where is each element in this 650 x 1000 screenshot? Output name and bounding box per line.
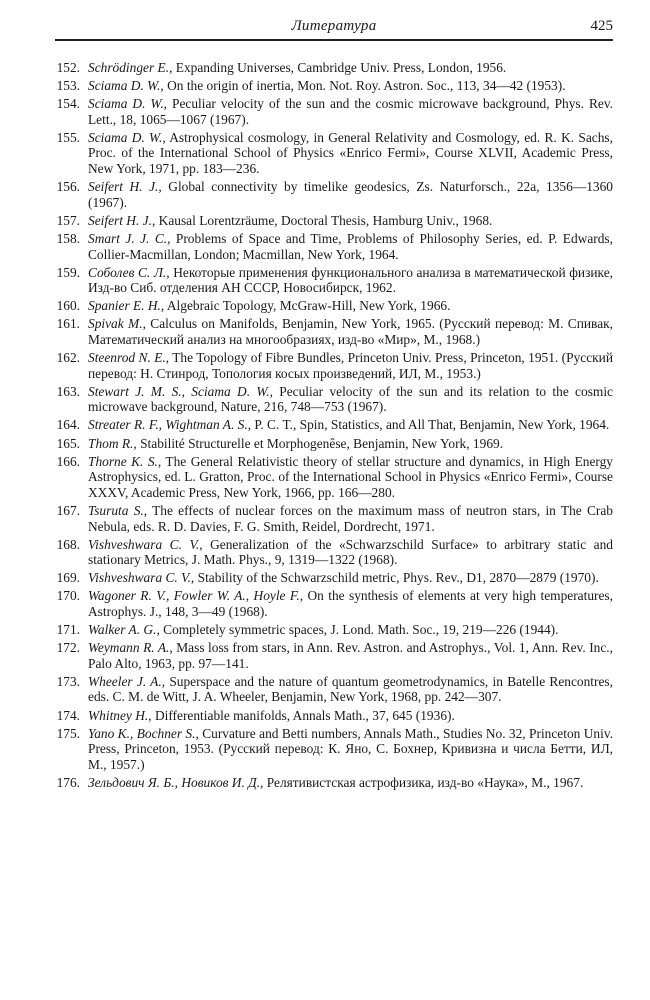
reference-number: 170. [56, 588, 80, 604]
reference-text: , Calculus on Manifolds, Benjamin, New York, 1965. (Русский перевод: М. Спивак, Математический анализ на многообразиях, изд-во «Мир», М., 1968.) [88, 316, 614, 347]
reference-item [28, 775, 613, 791]
reference-author: Thorne K. S. [88, 453, 158, 469]
reference-number: 162. [56, 350, 80, 366]
reference-number: 169. [56, 570, 80, 586]
header-rule [55, 39, 613, 41]
reference-author: Yano K., Bochner S. [88, 725, 196, 741]
reference-number: 157. [56, 212, 80, 228]
reference-number: 156. [56, 179, 80, 195]
reference-number: 173. [56, 673, 80, 689]
reference-item [28, 298, 613, 314]
reference-number: 160. [56, 298, 80, 314]
reference-item [28, 454, 613, 501]
reference-number: 174. [56, 707, 80, 723]
reference-number: 176. [56, 774, 80, 790]
reference-text: , Expanding Universes, Cambridge Univ. Press, London, 1956. [169, 60, 507, 75]
reference-author: Weymann R. A. [88, 640, 170, 656]
reference-item [28, 674, 613, 705]
reference-number: 154. [56, 96, 80, 112]
reference-item [28, 622, 613, 638]
reference-item [28, 384, 613, 415]
reference-item [28, 726, 613, 773]
reference-author: Tsuruta S. [88, 502, 144, 518]
reference-author: Streater R. F., Wightman A. S. [88, 417, 248, 433]
reference-text: , Stabilité Structurelle et Morphogenêse, Benjamin, New York, 1969. [133, 435, 504, 451]
reference-author: Whitney H. [88, 707, 149, 723]
reference-number: 172. [56, 640, 80, 656]
reference-number: 163. [56, 383, 80, 399]
reference-item [28, 265, 613, 296]
reference-number: 164. [56, 417, 80, 433]
reference-author: Seifert H. J. [88, 179, 159, 195]
reference-item [28, 96, 613, 127]
reference-text: , Problems of Space and Time, Problems of Philosophy Series, ed. P. Edwards, Collier-Macmillan, London; Macmillan, New York, 1964. [88, 230, 613, 262]
reference-item [28, 708, 613, 724]
reference-number: 158. [56, 230, 80, 246]
reference-item [28, 503, 613, 534]
reference-text: , Kausal Lorentzräume, Doctoral Thesis, Hamburg Univ., 1968. [151, 212, 493, 228]
reference-number: 175. [56, 725, 80, 741]
reference-item [28, 231, 613, 262]
reference-item [28, 417, 613, 433]
reference-item [28, 350, 613, 381]
reference-author: Зельдович Я. Б., Новиков И. Д. [88, 774, 261, 790]
reference-item [28, 436, 613, 452]
reference-text: , P. C. T., Spin, Statistics, and All That, Benjamin, New York, 1964. [247, 417, 610, 433]
reference-author: Vishveshwara C. V. [88, 536, 200, 552]
reference-author: Schrödinger E. [88, 60, 170, 75]
reference-author: Seifert H. J. [88, 212, 152, 228]
reference-author: Walker A. G. [88, 622, 157, 638]
reference-author: Spanier E. H. [88, 298, 161, 314]
reference-author: Sciama D. W. [88, 96, 164, 112]
reference-author: Thom R. [88, 435, 134, 451]
reference-text: , Superspace and the nature of quantum geometrodynamics, in Batelle Rencontres, eds. C. M. de Witt, J. A. Wheeler, Benjamin, New York, 1968, pp. 242—307. [88, 673, 613, 705]
reference-author: Spivak M. [88, 316, 143, 332]
reference-number: 152. [56, 60, 80, 75]
reference-item [28, 640, 613, 671]
reference-text: , Peculiar velocity of the sun and the cosmic microwave background, Phys. Rev. Lett., 18, 1065—1067 (1967). [88, 96, 613, 127]
reference-text: , The effects of nuclear forces on the maximum mass of neutron stars, in The Crab Nebula, eds. R. D. Davies, F. G. Smith, Reidel, Dordrecht, 1971. [88, 502, 613, 534]
reference-text: , Generalization of the «Schwarzschild Surface» to arbitrary static and stationary Metrics, J. Math. Phys., 9, 1319—1322 (1968). [88, 536, 613, 568]
reference-item [28, 537, 613, 568]
reference-text: , Peculiar velocity of the sun and its relation to the cosmic microwave background, Nature, 216, 748—753 (1967). [88, 383, 613, 415]
reference-text: , Mass loss from stars, in Ann. Rev. Astron. and Astrophys., Vol. 1, Ann. Rev. Inc., Palo Alto, 1963, pp. 97—141. [88, 640, 613, 671]
reference-number: 168. [56, 536, 80, 552]
reference-text: , Differentiable manifolds, Annals Math., 37, 645 (1936). [148, 707, 455, 723]
reference-text: , On the origin of inertia, Mon. Not. Roy. Astron. Soc., 113, 34—42 (1953). [160, 78, 566, 94]
reference-author: Vishveshwara C. V. [88, 570, 191, 586]
reference-text: , Astrophysical cosmology, in General Relativity and Cosmology, ed. R. K. Sachs, Proc. of the International School of Physics «Enrico Fermi», Course XLVII, Academic Press, New York, 1971, pp. 183—236. [88, 129, 613, 177]
reference-text: , The Topology of Fibre Bundles, Princeton Univ. Press, Princeton, 1951. (Русский перевод: Н. Стинрод, Топология косых произведений, ИЛ, М., 1953.) [88, 350, 614, 381]
reference-text: , Некоторые применения функционального анализа в математической физике, Изд-во Сиб. отделения АН СССР, Новосибирск, 1962. [88, 264, 614, 296]
reference-text: , Global connectivity by timelike geodesics, Zs. Naturforsch., 22a, 1356—1360 (1967). [88, 179, 613, 210]
reference-text: , Completely symmetric spaces, J. Lond. Math. Soc., 19, 219—226 (1944). [156, 622, 559, 638]
reference-number: 171. [56, 622, 80, 638]
reference-number: 153. [56, 78, 80, 94]
reference-author: Sciama D. W. [88, 78, 161, 94]
reference-text: , Curvature and Betti numbers, Annals Math., Studies No. 32, Princeton Univ. Press, Princeton, 1953. (Русский перевод: К. Яно, С. Бохнер, Кривизна и числа Бетти, ИЛ, М., 1957.) [88, 725, 613, 772]
reference-number: 166. [56, 453, 80, 469]
reference-item [28, 213, 613, 229]
reference-list [28, 60, 613, 793]
reference-author: Wheeler J. A. [88, 673, 162, 689]
reference-text: , Algebraic Topology, McGraw-Hill, New York, 1966. [160, 298, 451, 314]
reference-number: 167. [56, 502, 80, 518]
reference-text: , On the synthesis of elements at very high temperatures, Astrophys. J., 148, 3—49 (1968). [88, 588, 613, 619]
page-title: Литература [291, 18, 377, 34]
reference-author: Smart J. J. C. [88, 230, 168, 246]
page-number: 425 [590, 18, 613, 34]
reference-item [28, 570, 613, 586]
running-header [55, 14, 613, 38]
reference-text: , The General Relativistic theory of stellar structure and dynamics, in High Energy Astrophysics, ed. L. Gratton, Proc. of the International School in Physics «Enrico Fermi», Course XXXV, Academic Press, New York, 1966, pp. 166—280. [88, 453, 613, 500]
reference-author: Соболев С. Л. [88, 264, 167, 280]
reference-author: Stewart J. M. S., Sciama D. W. [88, 383, 270, 399]
reference-item [28, 316, 613, 347]
reference-number: 155. [56, 129, 80, 145]
reference-number: 159. [56, 264, 80, 280]
reference-item [28, 179, 613, 210]
reference-text: , Релятивистская астрофизика, изд-во «Наука», М., 1967. [260, 774, 584, 790]
reference-author: Wagoner R. V., Fowler W. A., Hoyle F. [88, 588, 300, 604]
reference-item [28, 588, 613, 619]
reference-text: , Stability of the Schwarzschild metric, Phys. Rev., D1, 2870—2879 (1970). [190, 570, 599, 586]
reference-author: Sciama D. W. [88, 129, 163, 145]
reference-number: 161. [56, 316, 80, 332]
reference-number: 165. [56, 435, 80, 451]
reference-item [28, 60, 613, 76]
reference-author: Steenrod N. E. [88, 350, 166, 366]
reference-item [28, 78, 613, 94]
reference-item [28, 130, 613, 177]
